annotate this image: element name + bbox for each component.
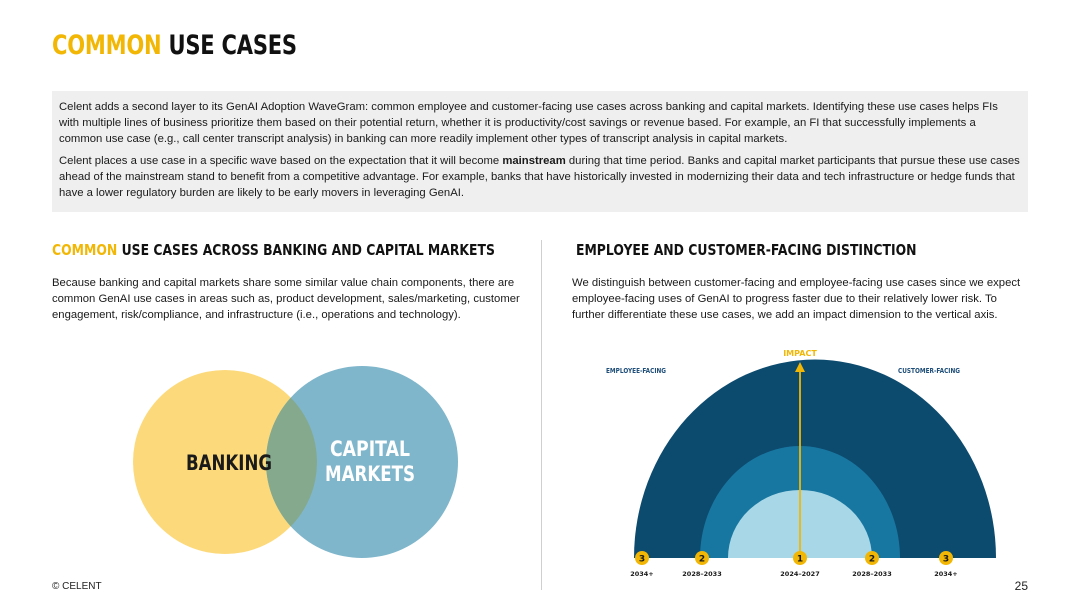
intro-p2-text: Celent places a use case in a specific wave based on the expectation that it will become: [59, 155, 503, 167]
venn-label-banking: BANKING: [186, 451, 272, 475]
page-title: [52, 30, 297, 61]
wave-marker-period: 2028–2033: [682, 570, 722, 578]
left-heading-highlight: COMMON: [52, 241, 118, 259]
wave-marker-period: 2034+: [934, 570, 958, 578]
venn-label-capital: CAPITAL: [330, 437, 410, 461]
adoption-wave-diagram: [590, 342, 1010, 582]
wave-marker-number: 2: [868, 554, 876, 565]
footer-page-number: 25: [1014, 579, 1028, 593]
impact-axis-label: IMPACT: [783, 349, 817, 358]
wave-marker-period: 2028–2033: [852, 570, 892, 578]
title-highlight: COMMON: [52, 30, 162, 61]
venn-diagram: [130, 360, 470, 565]
left-section-heading: [52, 241, 495, 259]
wave-marker-number: 1: [796, 554, 804, 565]
intro-p2-bold: mainstream: [502, 155, 566, 167]
wave-marker-number: 2: [698, 554, 706, 565]
wave-marker-period: 2024–2027: [780, 570, 820, 578]
wave-marker-period: 2034+: [630, 570, 654, 578]
right-section-heading: EMPLOYEE AND CUSTOMER-FACING DISTINCTION: [576, 241, 917, 259]
left-body-text: Because banking and capital markets share some similar value chain components, there are common GenAI use cases in areas such as, product development, sales/marketing, customer engagement, risk/compliance, and infrastructure (i.e., operations and technology).: [52, 277, 520, 321]
intro-paragraph-1: Celent adds a second layer to its GenAI Adoption WaveGram: common employee and customer-facing use cases across banking and capital markets. Identifying these use cases helps FIs with multiple lines of business prioritize them based on their potential return, whether it is productivity/cost savings or revenue based. For example, an FI that successfully implements a common use case (e.g., call center transcript analysis) in banking can more readily implement other types of transcript analysis in capital markets.: [59, 101, 998, 145]
employee-facing-label: EMPLOYEE-FACING: [606, 367, 667, 375]
intro-p2-text-end: during that time period. Banks and capital market participants that pursue these use cases ahead of the mainstream stand to benefit from a competitive advantage. For example, banks that have historically invested in modernizing their data and tech infrastructure or hedge funds that have a lower regulatory burden are likely to be early movers in leveraging GenAI.: [59, 155, 1020, 199]
footer-copyright: © CELENT: [52, 581, 102, 592]
right-body-text: We distinguish between customer-facing and employee-facing use cases since we expect employee-facing uses of GenAI to progress faster due to their relatively lower risk. To further differentiate these use cases, we add an impact dimension to the vertical axis.: [572, 277, 1021, 321]
customer-facing-label: CUSTOMER-FACING: [898, 367, 961, 375]
wave-marker-number: 3: [942, 554, 950, 565]
venn-label-markets: MARKETS: [325, 462, 415, 486]
intro-box: [52, 91, 1028, 212]
column-divider: [541, 240, 542, 590]
wave-marker-number: 3: [638, 554, 646, 565]
left-heading-rest: USE CASES ACROSS BANKING AND CAPITAL MARKETS: [117, 241, 495, 259]
title-rest: USE CASES: [161, 30, 297, 61]
intro-paragraph-2: [59, 153, 1021, 201]
